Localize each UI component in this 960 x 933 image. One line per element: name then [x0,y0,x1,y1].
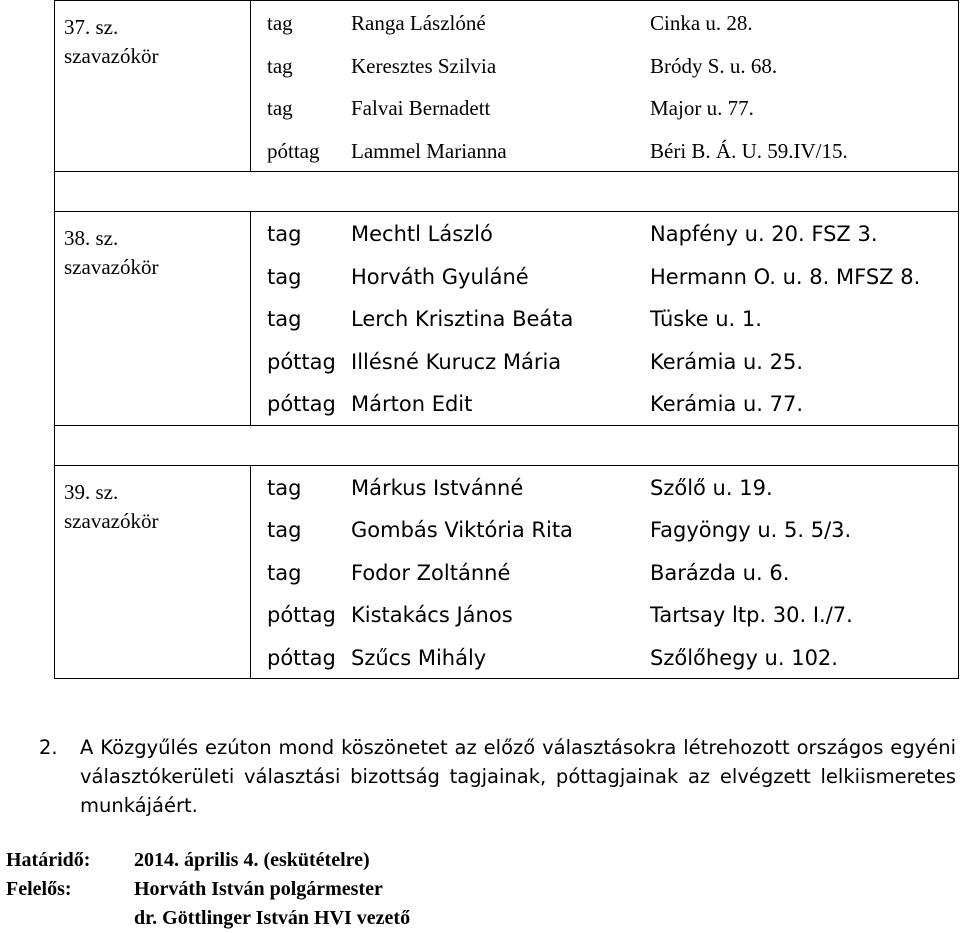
member-row [251,340,958,383]
district-word: szavazókör [64,44,159,68]
separator-row [55,425,959,465]
member-address: Major u. 77. [650,96,754,120]
resolution-text: A Közgyűlés ezúton mond köszönetet az előző választásokra létrehozott országos egyéni választókerületi választási bizottság tagjainak, póttagjainak az elvégzett lelkiismeretes munkájáért. [80,736,956,817]
district-label-cell [55,212,251,426]
member-row [251,382,958,425]
member-name: Szűcs Mihály [351,645,487,670]
member-name: Falvai Bernadett [351,96,491,120]
member-address: Fagyöngy u. 5. 5/3. [650,518,852,542]
district-label-cell [55,1,251,172]
members-cell [251,212,959,426]
member-row [251,1,958,44]
member-name: Fodor Zoltánné [351,560,511,585]
district-number: 38. sz. [64,226,119,250]
member-role: tag [267,475,302,500]
district-row [55,1,959,172]
member-address: Bródy S. u. 68. [650,53,778,78]
district-number: 37. sz. [64,15,119,39]
member-name: Mechtl László [351,222,493,246]
member-address: Hermann O. u. 8. MFSZ 8. [650,264,921,289]
member-row [251,212,958,255]
member-name: Márkus Istvánné [351,475,524,500]
member-row [251,551,958,594]
member-role: tag [267,307,302,331]
member-role: tag [267,96,293,120]
resolution-paragraph [39,733,956,820]
members-cell [251,465,959,679]
responsible-value-mayor: Horváth István polgármester [134,878,383,900]
member-role: tag [267,222,302,246]
district-row [55,212,959,426]
member-role: tag [267,11,293,35]
responsible-label: Felelős: [6,878,72,900]
member-address: Béri B. Á. U. 59.IV/15. [650,138,848,163]
member-address: Tüske u. 1. [650,307,762,331]
member-role: tag [267,560,302,585]
member-name: Gombás Viktória Rita [351,518,573,542]
members-cell [251,1,959,172]
member-name: Kistakács János [351,603,513,627]
member-name: Illésné Kurucz Mária [351,349,562,374]
member-address: Tartsay ltp. 30. I./7. [650,603,853,627]
district-word: szavazókör [64,255,159,279]
member-name: Keresztes Szilvia [351,53,497,78]
member-role: tag [267,264,302,289]
member-row [251,593,958,636]
member-row [251,636,958,679]
member-role: póttag [267,645,336,670]
member-address: Szőlő u. 19. [650,475,773,500]
separator-cell [55,425,959,465]
election-committee-table [54,0,959,679]
member-address: Kerámia u. 25. [650,349,804,374]
member-role: tag [267,518,302,542]
member-name: Ranga Lászlóné [351,11,486,35]
deadline-label: Határidő: [6,849,91,871]
member-row [251,129,958,172]
member-address: Kerámia u. 77. [650,392,804,416]
member-address: Barázda u. 6. [650,560,790,585]
separator-cell [55,172,959,212]
member-address: Napfény u. 20. FSZ 3. [650,222,878,246]
member-row [251,44,958,87]
district-number: 39. sz. [64,479,119,504]
member-address: Szőlőhegy u. 102. [650,645,838,670]
member-row [251,255,958,298]
member-name: Márton Edit [351,392,473,416]
responsible-value-hvi: dr. Göttlinger István HVI vezető [134,907,411,929]
resolution-number: 2. [39,736,58,759]
member-row [251,466,958,509]
member-role: póttag [267,138,320,163]
member-row [251,508,958,551]
separator-row [55,172,959,212]
member-row [251,86,958,129]
district-word: szavazókör [64,508,159,533]
member-address: Cinka u. 28. [650,11,753,35]
district-label-cell [55,465,251,679]
member-role: póttag [267,349,336,374]
deadline-value: 2014. április 4. (eskütételre) [134,849,370,871]
member-role: póttag [267,392,336,416]
member-row [251,297,958,340]
member-name: Lerch Krisztina Beáta [351,307,574,331]
member-name: Lammel Marianna [351,138,507,163]
district-row [55,465,959,679]
member-name: Horváth Gyuláné [351,264,529,289]
member-role: tag [267,53,293,78]
member-role: póttag [267,603,336,627]
